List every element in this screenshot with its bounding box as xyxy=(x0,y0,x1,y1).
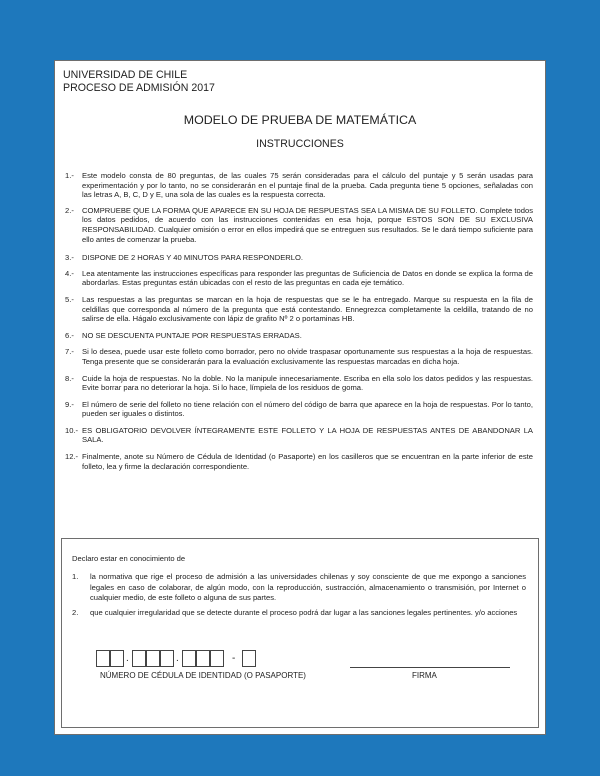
id-number-label: NÚMERO DE CÉDULA DE IDENTIDAD (O PASAPORTE) xyxy=(100,671,306,680)
instruction-number: 8.- xyxy=(65,373,74,383)
instruction-text: Lea atentamente las instrucciones específicas para responder las preguntas de Suficiencia de Datos en donde se explica la forma de abordarlas. Estas preguntas están ubicadas con el resto de las preguntas en cada eje temático. xyxy=(82,268,533,288)
id-separator: . xyxy=(126,653,129,664)
instruction-text: Finalmente, anote su Número de Cédula de Identidad (o Pasaporte) en los casilleros que se encuentran en la parte inferior de este folleto, lea y firme la declaración correspondiente. xyxy=(82,452,533,471)
instruction-number: 10.- xyxy=(65,425,79,435)
signature-label: FIRMA xyxy=(412,671,437,680)
instruction-item xyxy=(65,452,533,471)
id-separator: . xyxy=(176,653,179,664)
header xyxy=(63,69,215,95)
page-subtitle: INSTRUCCIONES xyxy=(256,138,344,150)
id-check-digit-box[interactable] xyxy=(242,650,256,667)
instruction-text: DISPONE DE 2 HORAS Y 40 MINUTOS PARA RESPONDERLO. xyxy=(82,253,303,263)
instruction-item xyxy=(65,426,533,445)
instruction-item xyxy=(65,331,533,341)
instruction-number: 9.- xyxy=(65,399,74,409)
id-digit-box[interactable] xyxy=(110,650,124,667)
instruction-text: Las respuestas a las preguntas se marcan en la hoja de respuestas que se le ha entregado. Marque su respuesta en la fila de celdillas que corresponda al número de la pregunta que está contestando. Ennegrezca completamente la celdilla, tratando de no salirse de ella. Hágalo exclusivamente con lápiz de grafito Nº 2 o portaminas HB. xyxy=(82,294,533,324)
instruction-number: 6.- xyxy=(65,330,74,340)
instruction-number: 12.- xyxy=(65,452,79,462)
instructions-list xyxy=(65,171,533,477)
id-digit-box[interactable] xyxy=(132,650,146,667)
instruction-number: 4.- xyxy=(65,268,74,278)
declaration-item xyxy=(72,572,526,604)
instruction-number: 7.- xyxy=(65,347,74,357)
declaration-number: 1. xyxy=(72,572,79,581)
instruction-number: 3.- xyxy=(65,253,74,263)
instruction-item xyxy=(65,206,533,244)
instruction-item xyxy=(65,374,533,393)
instruction-number: 1.- xyxy=(65,171,74,180)
id-digit-box[interactable] xyxy=(210,650,224,667)
instruction-text: Si lo desea, puede usar este folleto como borrador, pero no olvide traspasar oportunamente sus respuestas a la hoja de respuestas. Tenga presente que se considerarán para la evaluación exclusivamente las respuestas marcadas en dicha hoja. xyxy=(82,347,533,366)
id-digit-box[interactable] xyxy=(196,650,210,667)
instruction-item xyxy=(65,347,533,366)
instruction-text: NO SE DESCUENTA PUNTAJE POR RESPUESTAS ERRADAS. xyxy=(82,330,302,340)
declaration-number: 2. xyxy=(72,607,79,617)
id-digit-box[interactable] xyxy=(182,650,196,667)
instruction-text: El número de serie del folleto no tiene relación con el número del código de barra que aparece en la hoja de respuestas. Por lo tanto, pueden ser iguales o distintos. xyxy=(82,399,533,419)
declaration-item xyxy=(72,608,526,619)
instruction-number: 2.- xyxy=(65,205,74,215)
instruction-item xyxy=(65,400,533,419)
university-name: UNIVERSIDAD DE CHILE xyxy=(63,69,188,81)
page-title: MODELO DE PRUEBA DE MATEMÁTICA xyxy=(183,113,417,127)
instruction-text: Este modelo consta de 80 preguntas, de las cuales 75 serán consideradas para el cálculo del puntaje y 5 serán usadas para experimentación y por lo tanto, no se considerarán en el puntaje final de la prueba. Cada pregunta tiene 5 opciones, señaladas con las letras A, B, C, D y E, una sola de las cuales es la respuesta correcta. xyxy=(82,171,533,200)
instruction-item xyxy=(65,253,533,263)
instruction-item xyxy=(65,295,533,324)
id-separator: - xyxy=(232,653,236,664)
admission-process: PROCESO DE ADMISIÓN 2017 xyxy=(63,82,215,94)
exam-booklet-page xyxy=(54,60,546,735)
declaration-text: la normativa que rige el proceso de admisión a las universidades chilenas y soy consciente de que me expongo a sanciones legales en caso de colaborar, de algún modo, con la reproducción, sustracción, almacenamiento o transmisión, por Internet o cualquier medio, de este folleto o alguna de sus partes. xyxy=(90,572,526,602)
signature-line[interactable] xyxy=(350,667,510,668)
instruction-item xyxy=(65,269,533,288)
id-digit-box[interactable] xyxy=(160,650,174,667)
instruction-text: Cuide la hoja de respuestas. No la doble. No la manipule innecesariamente. Escriba en ella solo los datos pedidos y las respuestas. Evite borrar para no deteriorar la hoja. Si lo hace, límpiela de los residuos de goma. xyxy=(82,373,533,393)
declaration-text: que cualquier irregularidad que se detecte durante el proceso podrá dar lugar a las sanciones legales pertinentes. y/o acciones xyxy=(90,607,518,617)
id-digit-box[interactable] xyxy=(96,650,110,667)
instruction-text: ES OBLIGATORIO DEVOLVER ÍNTEGRAMENTE ESTE FOLLETO Y LA HOJA DE RESPUESTAS ANTES DE ABANDONAR LA SALA. xyxy=(82,425,533,445)
instruction-item xyxy=(65,171,533,200)
declaration-intro: Declaro estar en conocimiento de xyxy=(72,554,186,563)
instruction-number: 5.- xyxy=(65,294,74,304)
declaration-list xyxy=(72,572,526,622)
id-digit-box[interactable] xyxy=(146,650,160,667)
instruction-text: COMPRUEBE QUE LA FORMA QUE APARECE EN SU HOJA DE RESPUESTAS SEA LA MISMA DE SU FOLLETO. Complete todos los datos pedidos, de acuerdo con las instrucciones contenidas en esa hoja, porque ESTOS SON DE SU EXCLUSIVA RESPONSABILIDAD. Cualquier omisión o error en ellos impedirá que se entreguen sus resultados. Se le dará tiempo suficiente para ello antes de comenzar la prueba. xyxy=(82,205,533,244)
declaration-box xyxy=(61,538,539,728)
